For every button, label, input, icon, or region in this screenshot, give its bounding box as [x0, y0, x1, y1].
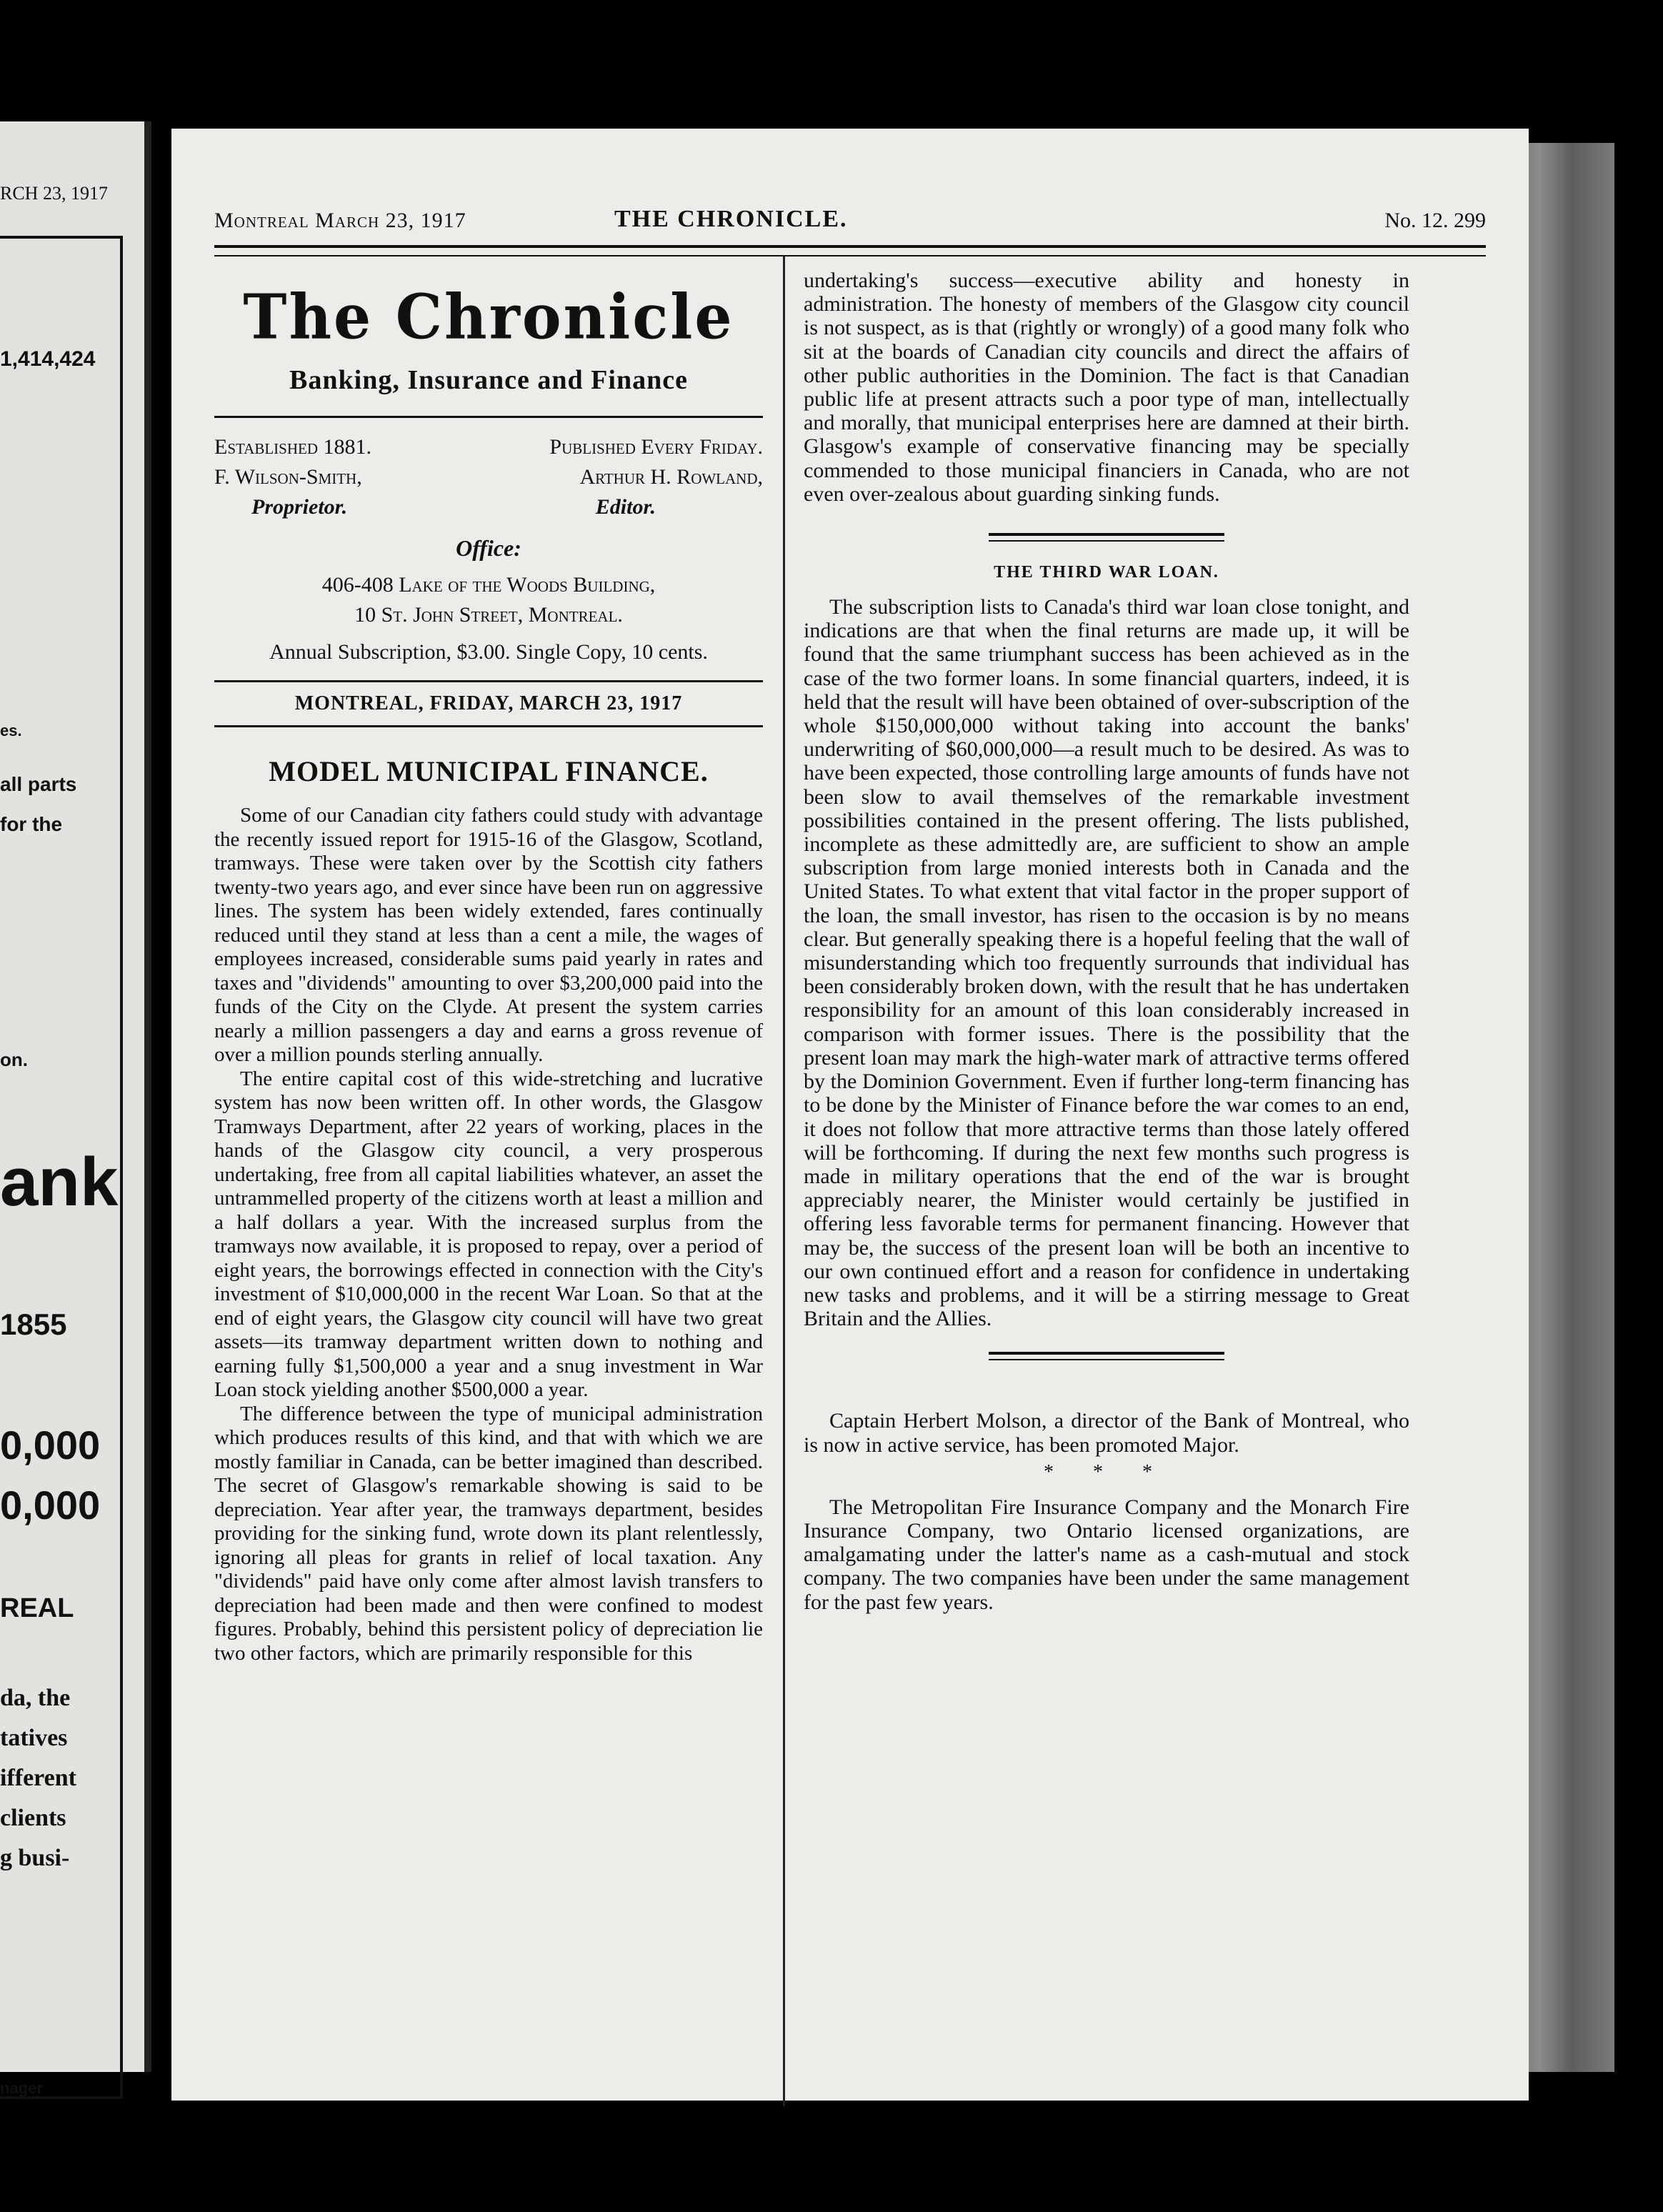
- section-rule: [989, 533, 1224, 542]
- note-separator: * * *: [1044, 1460, 1169, 1483]
- prev-fragment: clients: [0, 1805, 66, 1831]
- article-paragraph: The difference between the type of municipal administration which produces results of this kind, and that with which we are mostly familiar in Canada, can be better imagined than described. The secret of Glasgow's remarkable showing is said to be depreciation. Year after year, the tramways department, besides providing for the sinking fund, wrote down its plant relentlessly, ignoring all pleas for grants in relief of local taxation. Any "dividends" paid have only come after almost lavish transfers to depreciation had been made and then were confined to modest figures. Probably, behind this persistent policy of depreciation lie two other factors, which are primarily responsible for this: [214, 1402, 763, 1665]
- editor-role: Editor.: [595, 495, 656, 519]
- editor-name: Arthur H. Rowland,: [579, 465, 763, 489]
- prev-page-header: RCH 23, 1917: [0, 183, 108, 204]
- masthead-title: The Chronicle: [243, 281, 734, 354]
- office-address-1: 406-408 Lake of the Woods Building,: [321, 573, 656, 597]
- prev-fragment: 1,414,424: [0, 347, 96, 371]
- section-rule: [989, 1352, 1224, 1360]
- prev-fragment: ank: [0, 1144, 119, 1220]
- prev-fragment: g busi-: [0, 1845, 70, 1871]
- issue-dateline: MONTREAL, FRIDAY, MARCH 23, 1917: [214, 680, 763, 727]
- news-note: Captain Herbert Molson, a director of the Bank of Montreal, who is now in active service, has been promoted Major.: [804, 1409, 1409, 1457]
- article-title: THE THIRD WAR LOAN.: [994, 563, 1219, 582]
- column-divider: [783, 256, 785, 2106]
- article-continuation: undertaking's success—executive ability and honesty in administration. The honesty of members of the Glasgow city council is not suspect, as is that (rightly or wrongly) of a good many folk who sit at the boards of Canadian city councils and direct the affairs of other public authorities in the Dominion. The fact is that Canadian public life at present attracts such a poor type of man, intellectually and morally, that municipal enterprises here are damned at their birth. Glasgow's example of conservative financing may be specially commended to those municipal financiers in Canada, who are not even over-zealous about guarding sinking funds.: [804, 269, 1409, 506]
- newspaper-page: [171, 129, 1529, 2101]
- prev-fragment: es.: [0, 722, 22, 739]
- prev-fragment: 0,000: [0, 1423, 101, 1468]
- prev-fragment: ifferent: [0, 1765, 76, 1791]
- article-paragraph: The subscription lists to Canada's third war loan close tonight, and indications are that when the final returns are made up, it will be found that the same triumphant success has been achieved as in the case of the two former loans. In some financial quarters, indeed, it is held that the result will have been obtained of over-subscription of the whole $150,000,000 without taking into account the banks' underwriting of $60,000,000—a result much to be desired. As was to have been expected, those controlling large amounts of funds have not been slow to avail themselves of the remarkable investment possibilities contained in the present offering. The lists published, incomplete as these admittedly are, are sufficient to show an ample subscription from large monied interests both in Canada and the United States. To what extent that vital factor in the proper support of the loan, the small investor, has risen to the occasion is by no means clear. But generally speaking there is a hopeful feeling that the wall of misunderstanding which too frequently surrounds that individual has been considerably broken down, with the result that he has undertaken responsibility for an amount of this loan considerably increased in comparison with former issues. There is the possibility that the present loan may mark the high-water mark of attractive terms offered by the Dominion Government. Even if further long-term financing has to be done by the Minister of Finance before the war comes to an end, it does not follow that more attractive terms than those lately offered will be forthcoming. If during the next few months such progress is made in military operations that the end of the war is brought appreciably nearer, the Minister would certainly be justified in offering less favorable terms for permanent financing. However that may be, the success of the present loan will be both an incentive to our own continued effort and a reason for confidence in undertaking new tasks and problems, and it will be a stirring message to Great Britain and the Allies.: [804, 595, 1409, 1331]
- prev-fragment: 0,000: [0, 1483, 101, 1528]
- office-label: Office:: [456, 535, 521, 561]
- masthead-subtitle: Banking, Insurance and Finance: [289, 365, 688, 395]
- running-head: [214, 206, 1486, 237]
- prev-fragment: 1855: [0, 1307, 67, 1341]
- running-head-page-number: No. 12. 299: [1384, 209, 1486, 232]
- prev-fragment: REAL: [0, 1593, 74, 1623]
- running-head-date: Montreal March 23, 1917: [214, 209, 466, 232]
- published-line: Published Every Friday.: [549, 435, 763, 459]
- prev-fragment: tatives: [0, 1725, 68, 1751]
- established-line: Established 1881.: [214, 435, 371, 459]
- proprietor-role: Proprietor.: [251, 495, 348, 519]
- running-head-title: THE CHRONICLE.: [614, 206, 848, 232]
- subscription-line: Annual Subscription, $3.00. Single Copy, 10 cents.: [269, 640, 708, 664]
- previous-page-edge: [0, 121, 151, 2097]
- masthead-roles-row: [214, 492, 763, 522]
- office-address-2: 10 St. John Street, Montreal.: [354, 603, 623, 627]
- proprietor-name: F. Wilson-Smith,: [214, 465, 362, 489]
- article-paragraph: Some of our Canadian city fathers could study with advantage the recently issued report for 1915-16 of the Glasgow, Scotland, tramways. These were taken over by the Scottish city fathers twenty-two years ago, and ever since have been run on aggressive lines. The system has been widely extended, fares continually reduced until they stand at less than a cent a mile, the wages of employees increased, considerable sums paid yearly in rates and taxes and "dividends" amounting to over $3,200,000 paid into the funds of the City on the Clyde. At present the system carries nearly a million passengers a day and earns a gross revenue of over a million pounds sterling annually.: [214, 804, 763, 1066]
- left-column: [214, 270, 763, 1665]
- header-rule: [214, 245, 1486, 256]
- article-paragraph: The entire capital cost of this wide-stretching and lucrative system has now been written off. In other words, the Glasgow Tramways Department, after 22 years of working, places in the hands of the Glasgow city council, a very prosperous undertaking, free from all capital liabilities whatever, an asset the untrammelled property of the citizens worth at least a million and a half dollars a year. With the increased surplus from the tramways now available, it is proposed to repay, over a period of eight years, the borrowings effected in connection with the City's investment of $10,000,000 in the recent War Loan. So that at the end of eight years, the Glasgow city council will have two great assets—its tramway department written down to nothing and earning fully $1,500,000 a year and a snug investment in War Loan stock yielding another $500,000 a year.: [214, 1067, 763, 1401]
- prev-fragment: nager: [0, 2079, 43, 2097]
- right-column: [804, 269, 1409, 1614]
- prev-fragment: on.: [0, 1049, 28, 1070]
- masthead-info-row: [214, 432, 763, 462]
- masthead-names-row: [214, 462, 763, 492]
- prev-page-gutter: [144, 121, 151, 2072]
- prev-fragment: for the: [0, 813, 63, 835]
- news-note: The Metropolitan Fire Insurance Company and the Monarch Fire Insurance Company, two Ontario licensed organizations, are amalgamating under the latter's name as a cash-mutual and stock company. The two companies have been under the same management for the past few years.: [804, 1495, 1409, 1614]
- prev-fragment: da, the: [0, 1685, 71, 1711]
- spacer: [804, 1385, 1409, 1409]
- article-title: MODEL MUNICIPAL FINANCE.: [269, 755, 709, 787]
- prev-fragment: all parts: [0, 773, 77, 795]
- masthead-rule: [214, 416, 763, 418]
